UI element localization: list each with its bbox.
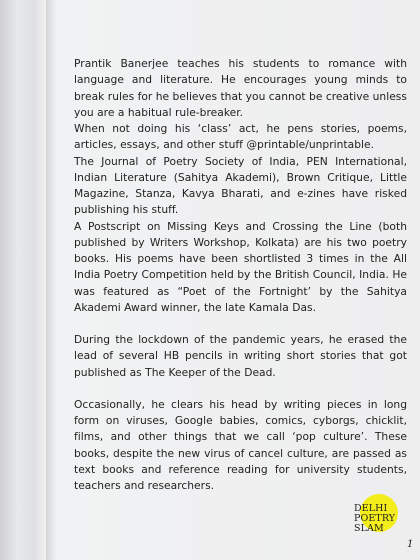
page-number: 1 (407, 539, 414, 550)
paragraph-poetry-books: A Postscript on Missing Keys and Crossing the Line (both published by Writers Workshop, Kolkata) are his two poetry books. His poems have been shortlisted 3 times in the All India Poetry Competition held by the British Council, India. He was featured as “Poet of the Fortnight’ by the Sahitya Akademi Award winner, the late Kamala Das. (74, 219, 407, 314)
bio-text (74, 56, 407, 494)
logo-line-2: POETRY (354, 513, 396, 524)
paragraph-intro: Prantik Banerjee teaches his students to romance with language and literature. He encourages young minds to break rules for he believes that you cannot be creative unless you are a habitual rule-breaker. (74, 57, 407, 119)
paragraph-gap (74, 316, 407, 332)
logo-text (354, 504, 404, 534)
spine-shadow (46, 0, 56, 560)
delhi-poetry-slam-logo (354, 494, 404, 542)
paragraph-pop-culture: Occasionally, he clears his head by writing pieces in long form on viruses, Google babies, comics, cyborgs, chicklit, films, and other things that we call ‘pop culture’. These books, despite the new virus of cancel culture, are passed as text books and reference reading for university students, teachers and researchers. (74, 397, 407, 492)
paragraph-class-act: When not doing his ‘class’ act, he pens stories, poems, articles, essays, and other stuff @printable/unprintable. (74, 122, 407, 152)
logo-line-1: DELHI (354, 503, 388, 514)
book-spine (0, 0, 46, 560)
logo-line-3: SLAM (354, 523, 384, 534)
paragraph-gap (74, 381, 407, 397)
paragraph-lockdown: During the lockdown of the pandemic years, he erased the lead of several HB pencils in writing short stories that got published as The Keeper of the Dead. (74, 333, 407, 379)
paragraph-publications: The Journal of Poetry Society of India, PEN International, Indian Literature (Sahitya Akademi), Brown Critique, Little Magazine, Stanza, Kavya Bharati, and e-zines have risked publishing his stuff. (74, 154, 407, 217)
